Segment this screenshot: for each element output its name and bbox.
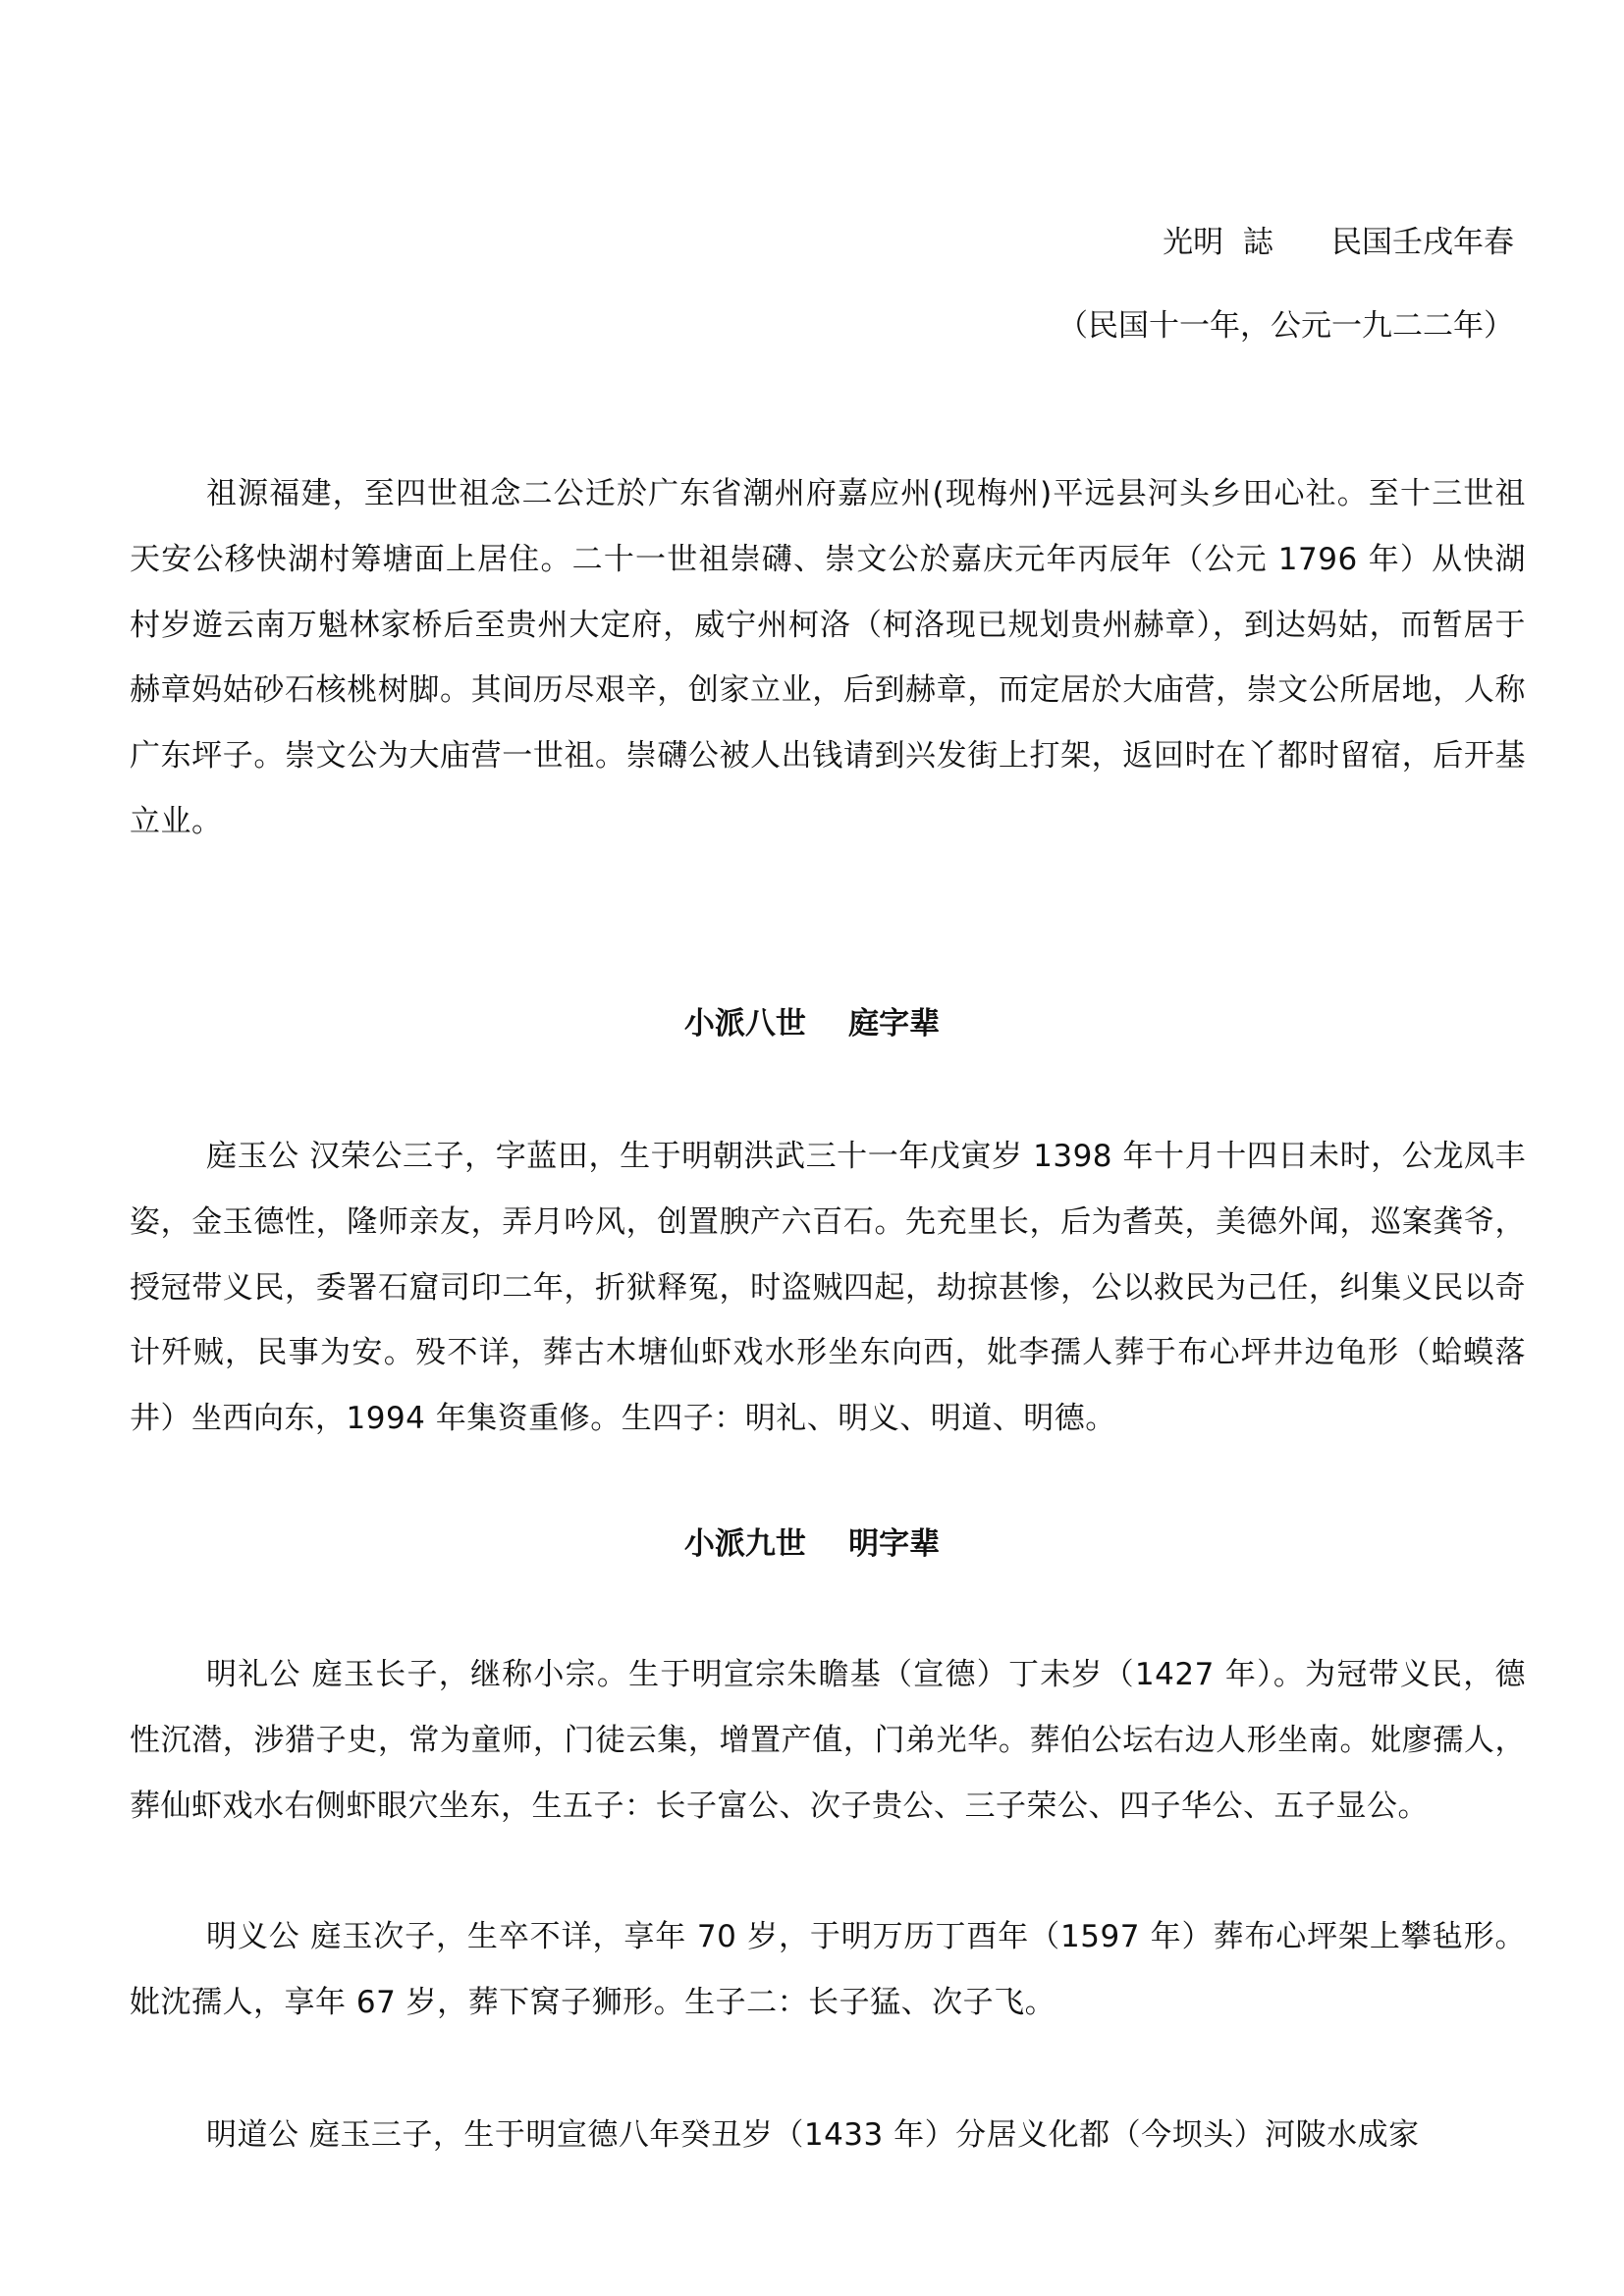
author-date-line: 光明 誌 民国壬戌年春 (1163, 225, 1514, 260)
date-note: （民国十一年，公元一九二二年） (1057, 308, 1514, 344)
section-title-generation-8: 小派八世 庭字辈 (683, 1006, 941, 1041)
paragraph-mingyi: 明义公 庭玉次子，生卒不详，享年 70 岁，于明万历丁酉年（1597 年）葬布心坪架上攀毡形。妣沈孺人，享年 67 岁，葬下窝子狮形。生子二：长子猛、次子飞。 (130, 1919, 1526, 2020)
intro-paragraph: 祖源福建，至四世祖念二公迁於广东省潮州府嘉应州(现梅州)平远县河头乡田心社。至十三世祖天安公移快湖村筹塘面上居住。二十一世祖崇礴、崇文公於嘉庆元年丙辰年（公元 1796 年）从快湖村岁遊云南万魁林家桥后至贵州大定府，威宁州柯洛（柯洛现已规划贵州赫章），到达妈姑，而暂居于赫章妈姑砂石核桃树脚。其间历尽艰辛，创家立业，后到赫章，而定居於大庙营，崇文公所居地，人称广东坪子。崇文公为大庙营一世祖。崇礴公被人出钱请到兴发街上打架，返回时在丫都时留宿，后开基立业。 (130, 476, 1526, 839)
paragraph-tingyu: 庭玉公 汉荣公三子，字蓝田，生于明朝洪武三十一年戊寅岁 1398 年十月十四日未时，公龙凤丰姿，金玉德性，隆师亲友，弄月吟风，创置腴产六百石。先充里长，后为耆英，美德外闻，巡案龚爷，授冠带义民，委署石窟司印二年，折狱释冤，时盗贼四起，劫掠甚惨，公以救民为己任，纠集义民以奇计歼贼，民事为安。殁不详，葬古木塘仙虾戏水形坐东向西，妣李孺人葬于布心坪井边龟形（蛤蟆落井）坐西向东，1994 年集资重修。生四子：明礼、明义、明道、明德。 (130, 1139, 1526, 1437)
section-title-generation-9: 小派九世 明字辈 (683, 1526, 941, 1562)
paragraph-mingdao: 明道公 庭玉三子，生于明宣德八年癸丑岁（1433 年）分居义化都（今坝头）河陂水成家 (206, 2117, 1420, 2153)
paragraph-mingli: 明礼公 庭玉长子，继称小宗。生于明宣宗朱瞻基（宣德）丁未岁（1427 年）。为冠带义民，德性沉潜，涉猎子史，常为童师，门徒云集，增置产值，门弟光华。葬伯公坛右边人形坐南。妣廖孺人，葬仙虾戏水右侧虾眼穴坐东，生五子：长子富公、次子贵公、三子荣公、四子华公、五子显公。 (130, 1657, 1526, 1824)
